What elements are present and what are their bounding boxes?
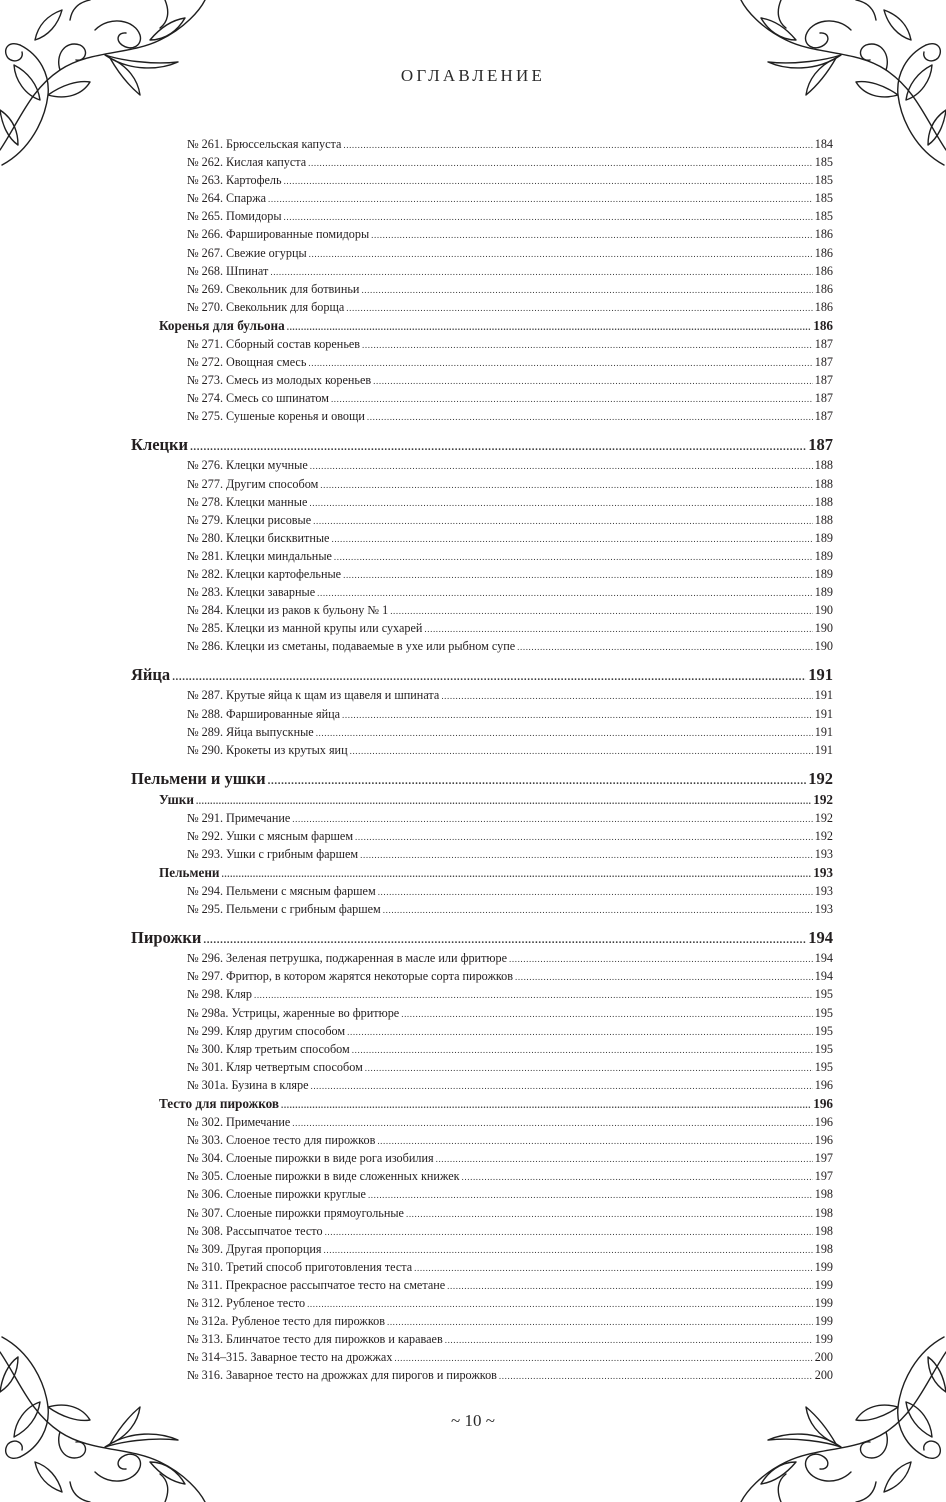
toc-entry-title: № 312а. Рубленое тесто для пирожков: [187, 1314, 385, 1329]
toc-entry-title: № 280. Клецки бисквитные: [187, 530, 330, 545]
toc-entry-page: 192: [814, 828, 833, 843]
toc-entry[interactable]: [131, 1294, 833, 1312]
dot-leader: [310, 457, 813, 475]
toc-entry[interactable]: [131, 1131, 833, 1149]
dot-leader: [362, 336, 813, 354]
toc-entry-title: № 272. Овощная смесь: [187, 355, 307, 370]
toc-entry[interactable]: [131, 1312, 833, 1330]
toc-entry[interactable]: [131, 1113, 833, 1131]
dot-leader: [292, 810, 812, 828]
toc-entry-title: № 298а. Устрицы, жаренные во фритюре: [187, 1005, 400, 1020]
dot-leader: [325, 1223, 813, 1241]
dot-leader: [307, 1295, 813, 1313]
dot-leader: [203, 929, 806, 951]
toc-entry[interactable]: [131, 1222, 833, 1240]
toc-entry[interactable]: [131, 949, 833, 967]
dot-leader: [445, 1331, 813, 1349]
toc-entry[interactable]: [131, 1330, 833, 1348]
dot-leader: [343, 136, 812, 154]
dot-leader: [509, 950, 813, 968]
toc-entry-page: 196: [814, 1115, 833, 1130]
toc-entry[interactable]: [131, 900, 833, 918]
toc-entry[interactable]: [131, 1366, 833, 1384]
toc-entry-title: № 299. Кляр другим способом: [187, 1023, 346, 1038]
toc-entry-page: 185: [814, 209, 833, 224]
dot-leader: [284, 208, 813, 226]
dot-leader: [371, 226, 813, 244]
toc-entry[interactable]: [131, 1004, 833, 1022]
toc-entry-title: № 286. Клецки из сметаны, подаваемые в ухе или рыбном супе: [187, 639, 516, 654]
toc-entry-title: № 306. Слоеные пирожки круглые: [187, 1187, 366, 1202]
dot-leader: [390, 602, 813, 620]
toc-entry-title: № 290. Крокеты из крутых яиц: [187, 742, 348, 757]
toc-entry-title: № 302. Примечание: [187, 1115, 291, 1130]
dot-leader: [350, 742, 813, 760]
toc-entry-page: 187: [814, 336, 833, 351]
toc-entry-title: № 291. Примечание: [187, 810, 291, 825]
toc-entry-page: 188: [814, 476, 833, 491]
dot-leader: [320, 476, 812, 494]
toc-entry[interactable]: [131, 985, 833, 1003]
dot-leader: [517, 638, 813, 656]
toc-entry-title: № 277. Другим способом: [187, 476, 319, 491]
toc-entry[interactable]: [131, 225, 833, 243]
toc-entry-page: 196: [814, 1077, 833, 1092]
toc-entry-page: 185: [814, 155, 833, 170]
dot-leader: [394, 1349, 812, 1367]
toc-entry-page: 194: [814, 951, 833, 966]
toc-entry-title: № 275. Сушеные коренья и овощи: [187, 409, 365, 424]
toc-entry[interactable]: [131, 456, 833, 474]
toc-entry[interactable]: [131, 619, 833, 637]
dot-leader: [316, 724, 813, 742]
toc-entry-title: Пельмени и ушки: [131, 768, 266, 788]
toc-entry-page: 191: [808, 665, 833, 685]
dot-leader: [447, 1277, 813, 1295]
toc-subsection-heading[interactable]: [131, 316, 833, 335]
toc-entry-page: 188: [814, 494, 833, 509]
toc-entry-title: № 314–315. Заварное тесто на дрожжах: [187, 1350, 393, 1365]
toc-entry-title: № 263. Картофель: [187, 173, 282, 188]
toc-entry[interactable]: [131, 407, 833, 425]
toc-entry-title: № 310. Третий способ приготовления теста: [187, 1259, 413, 1274]
toc-entry-page: 186: [813, 317, 833, 333]
dot-leader: [462, 1168, 813, 1186]
toc-entry-page: 199: [814, 1332, 833, 1347]
toc-entry-page: 197: [814, 1169, 833, 1184]
toc-entry-page: 191: [814, 688, 833, 703]
toc-entry-page: 197: [814, 1151, 833, 1166]
dot-leader: [343, 566, 813, 584]
toc-entry-title: № 292. Ушки с мясным фаршем: [187, 828, 354, 843]
toc-entry-page: 195: [814, 1041, 833, 1056]
toc-entry-title: № 278. Клецки манные: [187, 494, 308, 509]
toc-entry-title: № 295. Пельмени с грибным фаршем: [187, 902, 381, 917]
toc-entry[interactable]: [131, 335, 833, 353]
toc-entry-title: № 268. Шпинат: [187, 263, 269, 278]
toc-entry-page: 187: [814, 409, 833, 424]
toc-entry[interactable]: [131, 529, 833, 547]
toc-section-heading[interactable]: [131, 664, 833, 686]
toc-entry-title: № 273. Смесь из молодых кореньев: [187, 373, 372, 388]
dot-leader: [342, 706, 813, 724]
toc-entry-title: № 265. Помидоры: [187, 209, 282, 224]
toc-entry-page: 186: [814, 227, 833, 242]
toc-entry-title: № 266. Фаршированные помидоры: [187, 227, 370, 242]
toc-entry-title: № 313. Блинчатое тесто для пирожков и караваев: [187, 1332, 443, 1347]
toc-entry-title: № 308. Рассыпчатое тесто: [187, 1223, 323, 1238]
toc-entry-page: 194: [808, 928, 833, 948]
page-title: ОГЛАВЛЕНИЕ: [400, 66, 546, 85]
dot-leader: [361, 281, 812, 299]
dot-leader: [310, 1077, 812, 1095]
toc-entry-page: 186: [814, 281, 833, 296]
dot-leader: [346, 299, 812, 317]
toc-entry-title: № 279. Клецки рисовые: [187, 512, 312, 527]
toc-entry-title: Клецки: [131, 435, 189, 455]
toc-entry[interactable]: [131, 882, 833, 900]
toc-entry-page: 193: [814, 847, 833, 861]
toc-entry[interactable]: [131, 705, 833, 723]
toc-entry-title: Пирожки: [131, 928, 202, 948]
dot-leader: [515, 968, 813, 986]
toc-entry-title: № 261. Брюссельская капуста: [187, 137, 342, 151]
toc-entry-title: № 287. Крутые яйца к щам из щавеля и шпината: [187, 688, 440, 703]
dot-leader: [331, 390, 813, 408]
toc-entry-title: № 285. Клецки из манной крупы или сухарей: [187, 621, 423, 636]
toc-entry-page: 188: [814, 458, 833, 473]
dot-leader: [436, 1150, 813, 1168]
toc-entry-title: № 264. Спаржа: [187, 191, 267, 206]
toc-entry-page: 198: [814, 1187, 833, 1202]
toc-entry-title: № 301а. Бузина в кляре: [187, 1077, 309, 1092]
toc-entry-page: 198: [814, 1223, 833, 1238]
toc-entry-page: 198: [814, 1241, 833, 1256]
toc-entry-page: 191: [814, 742, 833, 757]
dot-leader: [309, 494, 812, 512]
dot-leader: [373, 372, 813, 390]
toc-entry-title: № 294. Пельмени с мясным фаршем: [187, 884, 376, 899]
toc-entry[interactable]: [131, 601, 833, 619]
toc-entry-title: Тесто для пирожков: [159, 1096, 280, 1112]
toc-entry-title: № 316. Заварное тесто на дрожжах для пирогов и пирожков: [187, 1368, 497, 1383]
toc-entry-title: № 309. Другая пропорция: [187, 1241, 322, 1256]
dot-leader: [378, 883, 813, 901]
dot-leader: [284, 172, 813, 190]
toc-entry[interactable]: [131, 262, 833, 280]
toc-entry-page: 195: [814, 1005, 833, 1020]
dot-leader: [406, 1205, 813, 1223]
dot-leader: [254, 986, 813, 1004]
toc-entry[interactable]: [131, 547, 833, 565]
toc-entry-page: 187: [808, 435, 833, 455]
toc-entry[interactable]: [131, 583, 833, 601]
toc-entry-title: № 303. Слоеное тесто для пирожков: [187, 1133, 376, 1148]
table-of-contents: [131, 135, 833, 1384]
toc-entry[interactable]: [131, 1240, 833, 1258]
toc-entry-title: № 270. Свекольник для борща: [187, 299, 345, 314]
toc-entry-title: № 269. Свекольник для ботвиньи: [187, 281, 360, 296]
toc-entry-page: 189: [814, 566, 833, 581]
toc-entry-page: 185: [814, 173, 833, 188]
toc-entry-page: 192: [814, 810, 833, 825]
toc-entry-page: 190: [814, 639, 833, 654]
toc-entry-page: 196: [814, 1133, 833, 1148]
toc-entry[interactable]: [131, 475, 833, 493]
toc-entry-page: 187: [814, 373, 833, 388]
toc-entry-title: № 297. Фритюр, в котором жарятся некоторые сорта пирожков: [187, 969, 514, 984]
toc-entry-page: 200: [814, 1350, 833, 1365]
toc-entry-page: 191: [814, 706, 833, 721]
toc-entry-page: 194: [814, 969, 833, 984]
toc-entry-title: Ушки: [159, 791, 194, 807]
toc-entry-title: № 311. Прекрасное рассыпчатое тесто на сметане: [187, 1277, 446, 1292]
toc-entry[interactable]: [131, 637, 833, 655]
toc-entry[interactable]: [131, 298, 833, 316]
toc-entry[interactable]: [131, 1348, 833, 1366]
toc-entry-title: № 281. Клецки миндальные: [187, 548, 332, 563]
toc-entry[interactable]: [131, 207, 833, 225]
toc-entry[interactable]: [131, 1022, 833, 1040]
toc-entry-page: 191: [814, 724, 833, 739]
toc-entry-page: 195: [814, 1023, 833, 1038]
dot-leader: [414, 1259, 813, 1277]
dot-leader: [367, 408, 813, 426]
toc-entry-page: 195: [814, 987, 833, 1002]
dot-leader: [401, 1005, 813, 1023]
toc-entry-title: № 288. Фаршированные яйца: [187, 706, 341, 721]
toc-entry-title: № 283. Клецки заварные: [187, 585, 316, 600]
toc-entry[interactable]: [131, 189, 833, 207]
toc-entry-page: 186: [814, 263, 833, 278]
toc-entry[interactable]: [131, 280, 833, 298]
toc-entry-page: 188: [814, 512, 833, 527]
dot-leader: [317, 584, 813, 602]
toc-entry[interactable]: [131, 135, 833, 153]
toc-entry-title: № 298. Кляр: [187, 987, 252, 1002]
toc-entry-title: № 300. Кляр третьим способом: [187, 1041, 350, 1056]
toc-entry[interactable]: [131, 511, 833, 529]
dot-leader: [172, 666, 806, 688]
toc-entry[interactable]: [131, 845, 833, 863]
toc-subsection-heading[interactable]: [131, 790, 833, 809]
toc-entry[interactable]: [131, 1258, 833, 1276]
dot-leader: [368, 1186, 813, 1204]
toc-entry[interactable]: [131, 1204, 833, 1222]
dot-leader: [270, 263, 812, 281]
toc-entry-page: 190: [814, 603, 833, 618]
toc-section-heading[interactable]: [131, 434, 833, 456]
toc-entry[interactable]: [131, 153, 833, 171]
toc-entry-page: 186: [814, 299, 833, 314]
toc-section-heading[interactable]: [131, 927, 833, 949]
dot-leader: [441, 687, 812, 705]
dot-leader: [308, 354, 812, 372]
toc-entry[interactable]: [131, 493, 833, 511]
toc-entry[interactable]: [131, 741, 833, 759]
toc-entry-title: № 301. Кляр четвертым способом: [187, 1059, 363, 1074]
toc-entry-title: № 293. Ушки с грибным фаршем: [187, 847, 359, 861]
toc-entry-title: № 262. Кислая капуста: [187, 155, 307, 170]
toc-entry-page: 193: [814, 884, 833, 899]
toc-entry-page: 199: [814, 1277, 833, 1292]
toc-entry[interactable]: [131, 723, 833, 741]
toc-entry[interactable]: [131, 565, 833, 583]
toc-entry-page: 190: [814, 621, 833, 636]
toc-section-heading[interactable]: [131, 768, 833, 790]
toc-entry[interactable]: [131, 353, 833, 371]
toc-subsection-heading[interactable]: [131, 1094, 833, 1113]
toc-entry-page: 196: [813, 1096, 833, 1112]
toc-entry[interactable]: [131, 827, 833, 845]
dot-leader: [499, 1367, 813, 1385]
toc-entry[interactable]: [131, 1058, 833, 1076]
toc-entry-page: 200: [814, 1368, 833, 1383]
dot-leader: [268, 190, 813, 208]
toc-entry-title: № 305. Слоеные пирожки в виде сложенных книжек: [187, 1169, 460, 1184]
toc-entry[interactable]: [131, 1149, 833, 1167]
toc-entry-title: № 307. Слоеные пирожки прямоугольные: [187, 1205, 404, 1220]
toc-entry-page: 189: [814, 585, 833, 600]
toc-entry[interactable]: [131, 389, 833, 407]
toc-entry[interactable]: [131, 686, 833, 704]
dot-leader: [365, 1059, 813, 1077]
toc-entry[interactable]: [131, 1185, 833, 1203]
toc-entry-page: 193: [814, 902, 833, 917]
toc-entry[interactable]: [131, 371, 833, 389]
toc-entry-page: 189: [814, 530, 833, 545]
dot-leader: [287, 318, 812, 337]
dot-leader: [360, 846, 813, 864]
toc-entry-page: 187: [814, 355, 833, 370]
dot-leader: [355, 828, 813, 846]
toc-entry-page: 199: [814, 1259, 833, 1274]
toc-entry-title: Яйца: [131, 665, 171, 685]
toc-entry[interactable]: [131, 244, 833, 262]
toc-entry-title: № 284. Клецки из раков к бульону № 1: [187, 603, 389, 618]
toc-entry-title: № 289. Яйца выпускные: [187, 724, 314, 739]
toc-entry-title: № 304. Слоеные пирожки в виде рога изобилия: [187, 1151, 434, 1166]
toc-entry[interactable]: [131, 1076, 833, 1094]
dot-leader: [377, 1132, 812, 1150]
toc-entry-title: № 296. Зеленая петрушка, поджаренная в масле или фритюре: [187, 951, 508, 966]
page-number: ~ 10 ~: [451, 1411, 495, 1430]
dot-leader: [383, 901, 813, 919]
toc-entry-title: № 312. Рубленое тесто: [187, 1295, 306, 1310]
toc-entry-page: 193: [813, 865, 833, 881]
toc-entry-page: 195: [814, 1059, 833, 1074]
toc-entry[interactable]: [131, 1167, 833, 1185]
dot-leader: [268, 770, 807, 792]
toc-entry-title: Пельмени: [159, 865, 220, 881]
toc-entry-title: № 282. Клецки картофельные: [187, 566, 342, 581]
dot-leader: [334, 548, 813, 566]
dot-leader: [352, 1041, 813, 1059]
dot-leader: [308, 154, 813, 172]
dot-leader: [387, 1313, 813, 1331]
toc-entry-title: № 274. Смесь со шпинатом: [187, 391, 329, 406]
dot-leader: [424, 620, 812, 638]
dot-leader: [347, 1023, 813, 1041]
toc-entry-page: 185: [814, 191, 833, 206]
toc-entry-page: 199: [814, 1295, 833, 1310]
dot-leader: [292, 1114, 812, 1132]
toc-entry-page: 192: [808, 768, 833, 788]
dot-leader: [281, 1096, 811, 1115]
toc-subsection-heading[interactable]: [131, 863, 833, 882]
toc-entry-page: 192: [813, 791, 833, 807]
dot-leader: [324, 1241, 813, 1259]
toc-entry-title: Коренья для бульона: [159, 317, 285, 333]
toc-entry-page: 184: [814, 137, 833, 151]
toc-entry-page: 186: [814, 245, 833, 260]
toc-entry-page: 198: [814, 1205, 833, 1220]
dot-leader: [309, 245, 813, 263]
toc-entry-title: № 267. Свежие огурцы: [187, 245, 307, 260]
dot-leader: [331, 530, 812, 548]
toc-entry[interactable]: [131, 809, 833, 827]
toc-entry-page: 199: [814, 1314, 833, 1329]
toc-entry[interactable]: [131, 1276, 833, 1294]
dot-leader: [190, 436, 806, 458]
toc-entry-title: № 271. Сборный состав кореньев: [187, 336, 361, 351]
toc-entry[interactable]: [131, 171, 833, 189]
dot-leader: [313, 512, 813, 530]
toc-entry-page: 189: [814, 548, 833, 563]
toc-entry[interactable]: [131, 1040, 833, 1058]
toc-entry-title: № 276. Клецки мучные: [187, 458, 308, 473]
toc-entry[interactable]: [131, 967, 833, 985]
toc-entry-page: 187: [814, 391, 833, 406]
